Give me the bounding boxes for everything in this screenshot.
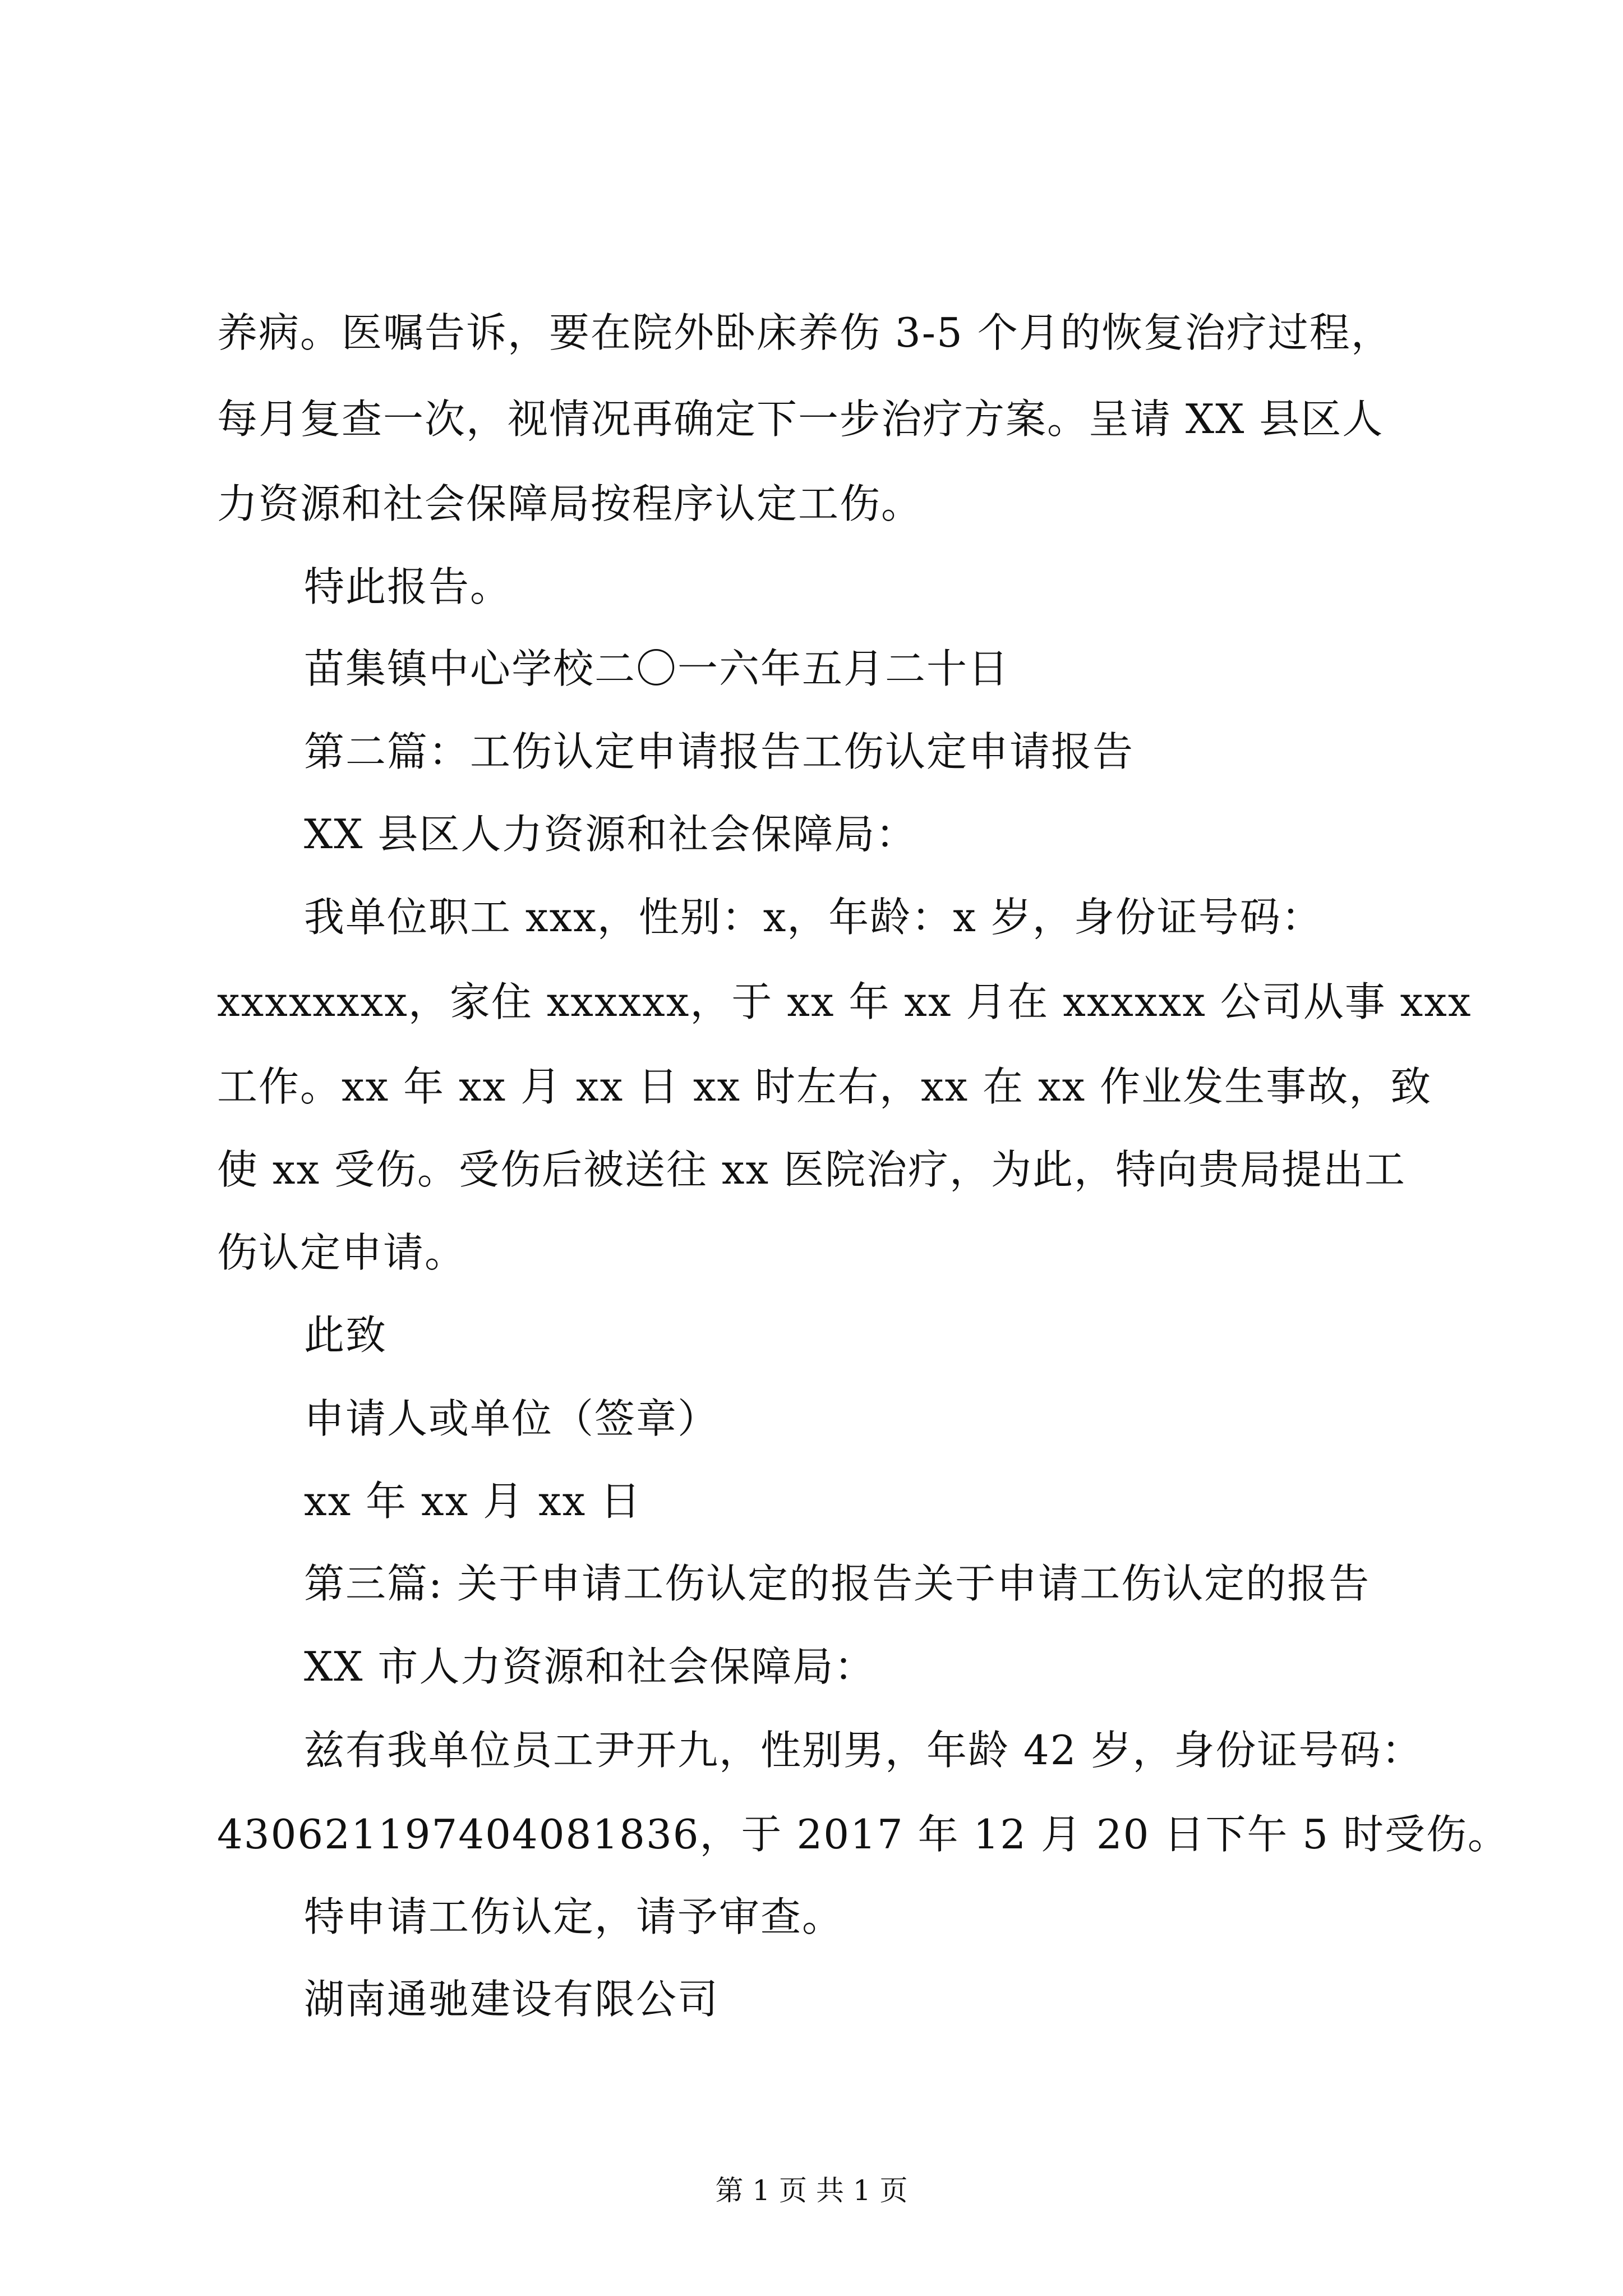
paragraph-line: 特申请工伤认定，请予审查。 [304, 1893, 844, 1940]
signature-line: 苗集镇中心学校二〇一六年五月二十日 [304, 645, 1010, 692]
paragraph-line: 工作。xx 年 xx 月 xx 日 xx 时左右，xx 在 xx 作业发生事故，致 [217, 1063, 1432, 1110]
paragraph-line: 每月复查一次，视情况再确定下一步治疗方案。呈请 XX 县区人 [217, 395, 1384, 443]
addressee-line: XX 市人力资源和社会保障局： [304, 1643, 876, 1690]
date-line: xx 年 xx 月 xx 日 [304, 1478, 642, 1525]
paragraph-line: 使 xx 受伤。受伤后被送往 xx 医院治疗，为此，特向贵局提出工 [217, 1146, 1406, 1193]
paragraph-line: 力资源和社会保障局按程序认定工伤。 [217, 480, 923, 527]
paragraph-line: 伤认定申请。 [217, 1229, 467, 1276]
signature-line: 湖南通驰建设有限公司 [304, 1976, 720, 2023]
section-heading: 第三篇: 关于申请工伤认定的报告关于申请工伤认定的报告 [304, 1560, 1371, 1607]
addressee-line: XX 县区人力资源和社会保障局： [304, 811, 917, 858]
paragraph-line: 特此报告。 [304, 563, 512, 610]
signature-line: 申请人或单位（签章） [304, 1395, 720, 1442]
section-heading: 第二篇：工伤认定申请报告工伤认定申请报告 [304, 728, 1135, 775]
closing-line: 此致 [304, 1312, 388, 1359]
page-number: 第 1 页 共 1 页 [715, 2174, 908, 2207]
paragraph-line: 兹有我单位员工尹开九，性别男，年龄 42 岁，身份证号码： [304, 1727, 1423, 1774]
paragraph-line: 我单位职工 xxx，性别：x，年龄：x 岁，身份证号码： [304, 894, 1323, 941]
paragraph-line: 430621197404081836，于 2017 年 12 月 20 日下午 5 时受伤。 [217, 1811, 1509, 1858]
paragraph-line: 养病。医嘱告诉，要在院外卧床养伤 3-5 个月的恢复治疗过程， [217, 309, 1393, 356]
paragraph-line: xxxxxxxx，家住 xxxxxx，于 xx 年 xx 月在 xxxxxx 公司从事 xxx [217, 978, 1472, 1025]
